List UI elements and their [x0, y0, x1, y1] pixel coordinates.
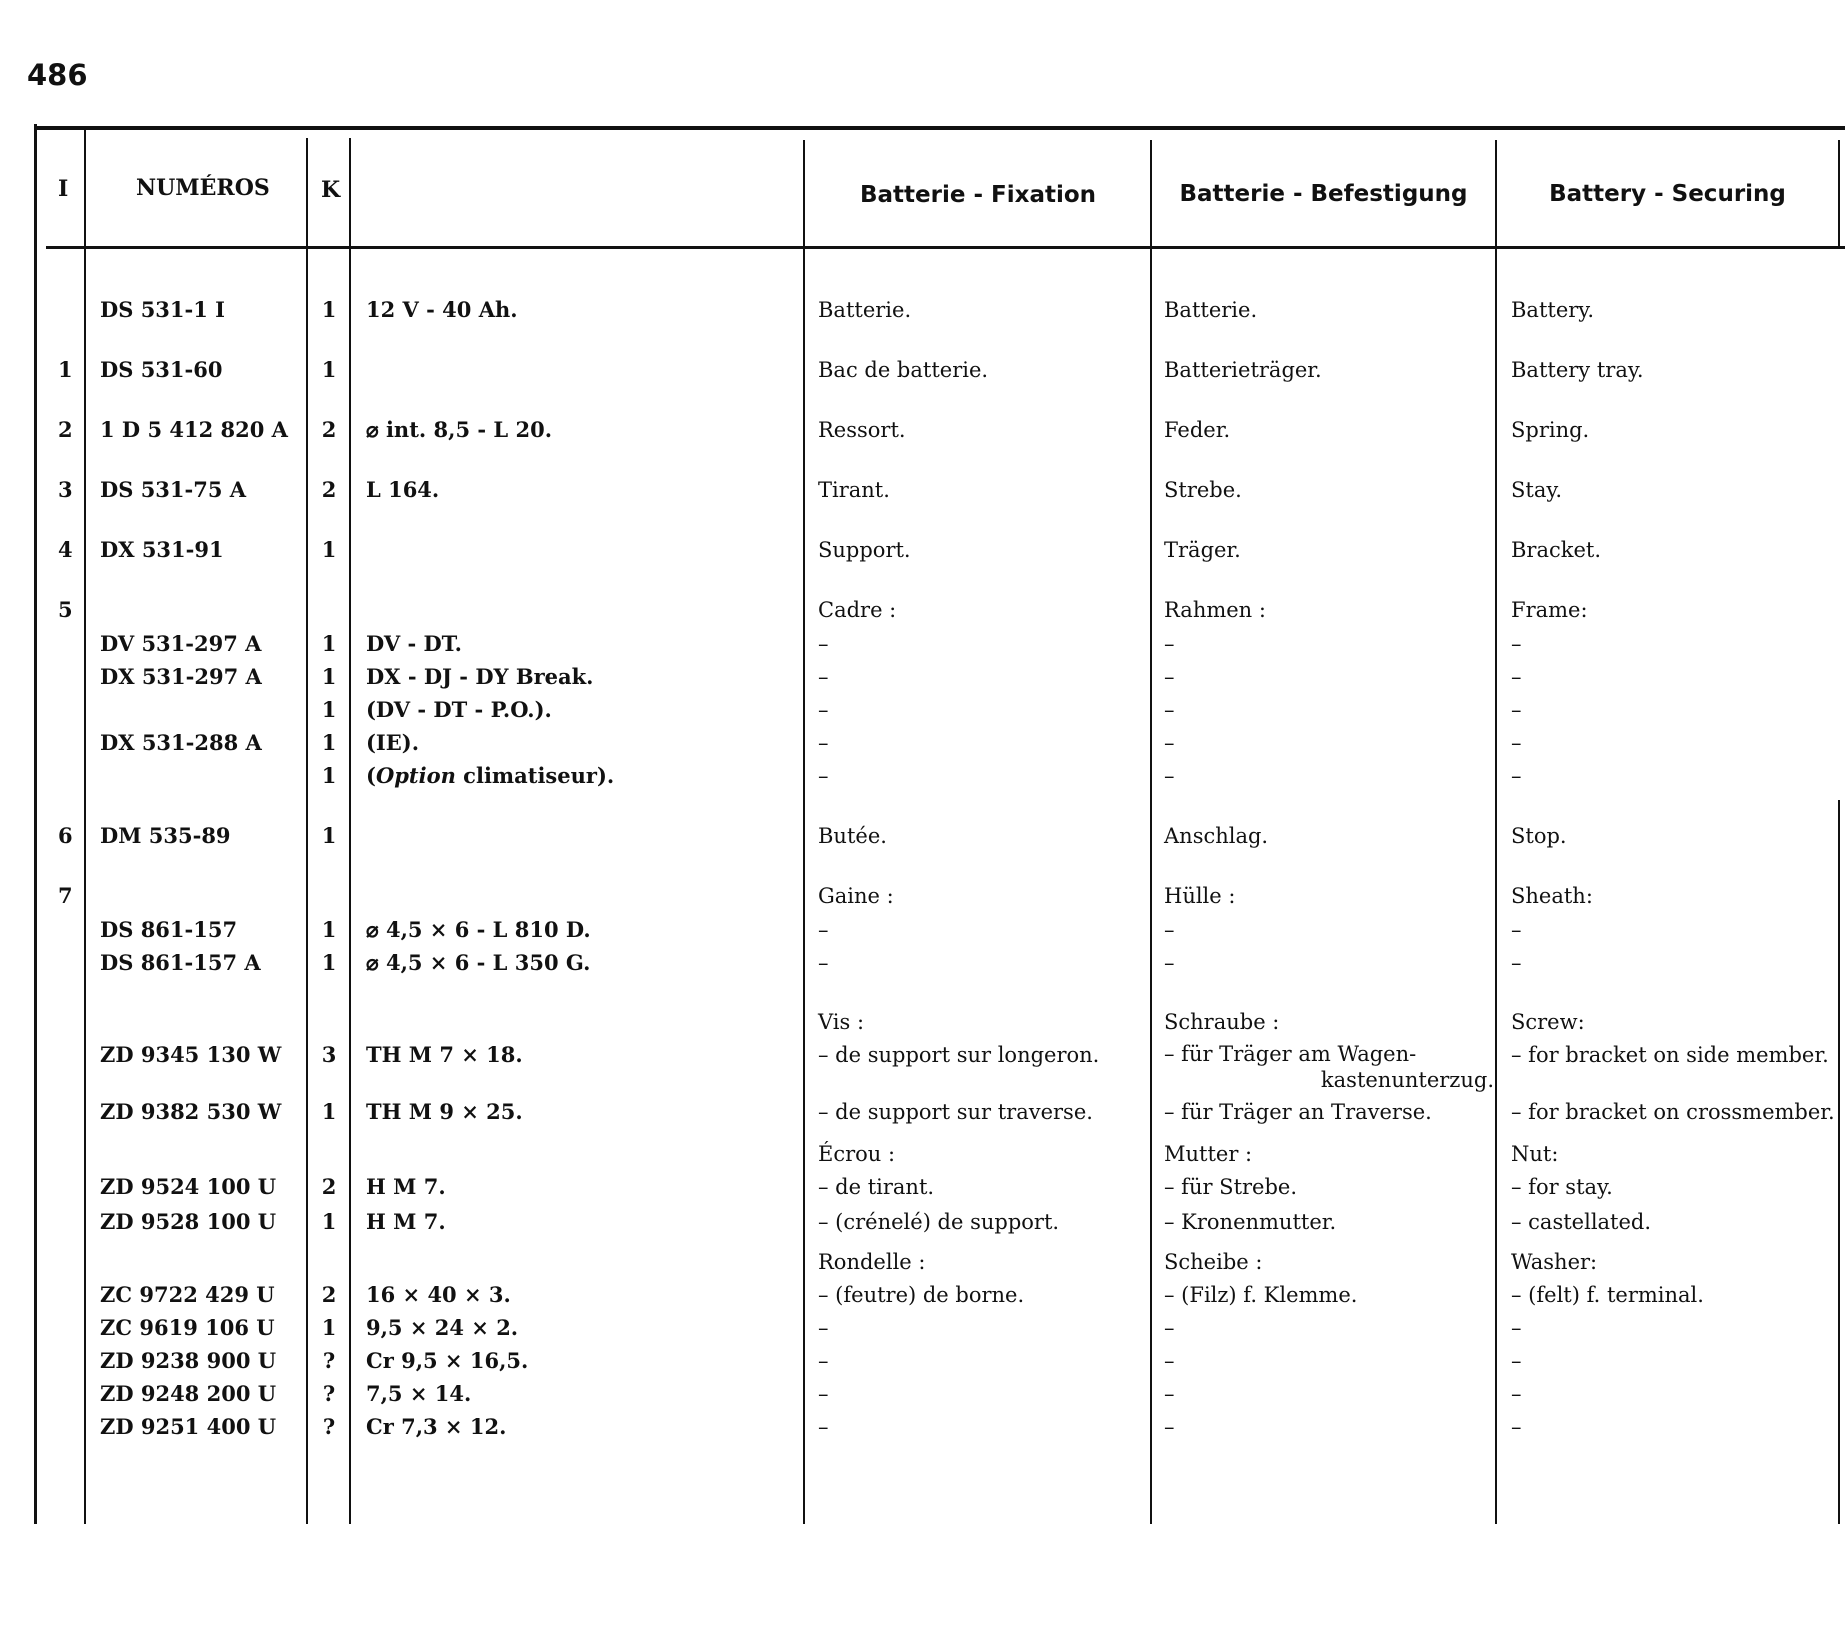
specification: H M 7.: [366, 1209, 446, 1234]
description-french: –: [818, 951, 829, 975]
part-number: DM 535-89: [100, 823, 231, 848]
part-number: DS 861-157 A: [100, 950, 261, 975]
description-english: –: [1511, 1316, 1522, 1340]
description-english: –: [1511, 632, 1522, 656]
description-english: Bracket.: [1511, 538, 1602, 562]
description-german: –: [1164, 764, 1175, 788]
description-german: Batterie.: [1164, 298, 1258, 322]
description-german: –: [1164, 698, 1175, 722]
table-row: [0, 916, 1845, 950]
quantity: 1: [321, 950, 337, 975]
header-numbers: NUMÉROS: [136, 175, 270, 201]
table-row: [0, 1314, 1845, 1348]
description-english: – for bracket on side member.: [1511, 1043, 1829, 1067]
description-french: –: [818, 918, 829, 942]
part-number: ZD 9524 100 U: [100, 1174, 277, 1199]
description-french: –: [818, 1382, 829, 1406]
description-english: Washer:: [1511, 1250, 1598, 1274]
table-row: [0, 296, 1845, 330]
description-french: –: [818, 1316, 829, 1340]
description-english: Stop.: [1511, 824, 1567, 848]
description-german: –: [1164, 632, 1175, 656]
part-number: DS 861-157: [100, 917, 238, 942]
table-row: [0, 882, 1845, 916]
quantity: 1: [321, 537, 337, 562]
row-index: 2: [58, 417, 73, 442]
part-number: DS 531-75 A: [100, 477, 247, 502]
description-english: –: [1511, 698, 1522, 722]
specification: TH M 7 × 18.: [366, 1042, 523, 1067]
specification: DX - DJ - DY Break.: [366, 664, 594, 689]
table-row: [0, 1347, 1845, 1381]
row-index: 1: [58, 357, 73, 382]
description-french: – de support sur longeron.: [818, 1043, 1100, 1067]
description-german: Hülle :: [1164, 884, 1236, 908]
row-index: 3: [58, 477, 73, 502]
specification: Cr 9,5 × 16,5.: [366, 1348, 529, 1373]
quantity: 1: [321, 763, 337, 788]
quantity: ?: [322, 1348, 336, 1373]
part-number: ZD 9251 400 U: [100, 1414, 277, 1439]
quantity: 2: [321, 1282, 337, 1307]
header-k: K: [321, 177, 341, 203]
row-index: 5: [58, 597, 73, 622]
specification: ⌀ 4,5 × 6 - L 350 G.: [366, 950, 591, 975]
specification: 12 V - 40 Ah.: [366, 297, 518, 322]
table-row: [0, 1248, 1845, 1282]
part-number: DV 531-297 A: [100, 631, 262, 656]
table-row: [0, 729, 1845, 763]
specification: (Option climatiseur).: [366, 763, 615, 788]
part-number: 1 D 5 412 820 A: [100, 417, 288, 442]
description-french: Gaine :: [818, 884, 894, 908]
description-german: –: [1164, 665, 1175, 689]
header-english: Battery - Securing: [1549, 181, 1786, 207]
description-french: –: [818, 764, 829, 788]
part-number: ZD 9345 130 W: [100, 1042, 282, 1067]
description-english: –: [1511, 665, 1522, 689]
description-french: Bac de batterie.: [818, 358, 989, 382]
description-german: –: [1164, 1382, 1175, 1406]
description-german: – (Filz) f. Klemme.: [1164, 1283, 1358, 1307]
description-french: –: [818, 665, 829, 689]
description-english: –: [1511, 764, 1522, 788]
description-german-line2: kastenunterzug.: [1320, 1068, 1494, 1092]
specification: TH M 9 × 25.: [366, 1099, 523, 1124]
header-french: Batterie - Fixation: [859, 182, 1097, 208]
table-row: [0, 1173, 1845, 1207]
table-row: [0, 1413, 1845, 1447]
quantity: ?: [322, 1414, 336, 1439]
description-english: –: [1511, 1349, 1522, 1373]
description-english: Spring.: [1511, 418, 1590, 442]
table-row: [0, 476, 1845, 510]
description-english: Battery tray.: [1511, 358, 1644, 382]
description-german: –: [1164, 1415, 1175, 1439]
description-french: Rondelle :: [818, 1250, 926, 1274]
quantity: 1: [321, 1099, 337, 1124]
description-english: Battery.: [1511, 298, 1595, 322]
table-row: [0, 1380, 1845, 1414]
description-french: Vis :: [818, 1010, 865, 1034]
description-english: –: [1511, 1382, 1522, 1406]
table-row: [0, 1041, 1845, 1092]
table-row: [0, 663, 1845, 697]
description-english: – for bracket on crossmember.: [1511, 1100, 1835, 1124]
specification: L 164.: [366, 477, 440, 502]
description-english: Nut:: [1511, 1142, 1559, 1166]
part-number: ZD 9238 900 U: [100, 1348, 277, 1373]
description-german: Träger.: [1164, 538, 1241, 562]
description-french: –: [818, 731, 829, 755]
quantity: 1: [321, 357, 337, 382]
description-german-line1: – für Träger am Wagen-: [1164, 1042, 1417, 1066]
description-french: –: [818, 698, 829, 722]
row-index: 4: [58, 537, 73, 562]
quantity: 1: [321, 730, 337, 755]
quantity: 2: [321, 1174, 337, 1199]
row-index: 7: [58, 883, 73, 908]
description-french: Batterie.: [818, 298, 912, 322]
part-number: ZC 9722 429 U: [100, 1282, 275, 1307]
table-row: [0, 596, 1845, 630]
description-french: – de support sur traverse.: [818, 1100, 1093, 1124]
header-index: I: [58, 176, 69, 202]
description-german: Anschlag.: [1164, 824, 1269, 848]
description-german: –: [1164, 918, 1175, 942]
description-french: Tirant.: [818, 478, 890, 502]
description-german: Mutter :: [1164, 1142, 1253, 1166]
table-row: [0, 416, 1845, 450]
specification: (DV - DT - P.O.).: [366, 697, 552, 722]
description-french: – (crénelé) de support.: [818, 1210, 1060, 1234]
quantity: 3: [321, 1042, 337, 1067]
quantity: 1: [321, 917, 337, 942]
quantity: 1: [321, 823, 337, 848]
table-row: [0, 696, 1845, 730]
specification: H M 7.: [366, 1174, 446, 1199]
part-number: DX 531-297 A: [100, 664, 262, 689]
table-row: [0, 1281, 1845, 1315]
description-english: Sheath:: [1511, 884, 1593, 908]
quantity: 1: [321, 1209, 337, 1234]
specification: DV - DT.: [366, 631, 462, 656]
description-german: Rahmen :: [1164, 598, 1266, 622]
table-row: [0, 762, 1845, 796]
description-english: –: [1511, 951, 1522, 975]
header-german: Batterie - Befestigung: [1179, 181, 1468, 207]
quantity: 1: [321, 1315, 337, 1340]
part-number: ZD 9528 100 U: [100, 1209, 277, 1234]
quantity: 1: [321, 631, 337, 656]
specification: ⌀ 4,5 × 6 - L 810 D.: [366, 917, 591, 942]
part-number: DS 531-1 I: [100, 297, 225, 322]
quantity: 1: [321, 697, 337, 722]
table-row: [0, 1008, 1845, 1042]
description-french: Ressort.: [818, 418, 906, 442]
table-row: [0, 536, 1845, 570]
description-french: –: [818, 632, 829, 656]
table-row: [0, 822, 1845, 856]
part-number: DX 531-288 A: [100, 730, 262, 755]
description-english: Frame:: [1511, 598, 1588, 622]
specification: ⌀ int. 8,5 - L 20.: [366, 417, 553, 442]
description-german: Batterieträger.: [1164, 358, 1322, 382]
description-german: –: [1164, 1316, 1175, 1340]
description-english: –: [1511, 731, 1522, 755]
description-french: –: [818, 1415, 829, 1439]
part-number: DS 531-60: [100, 357, 223, 382]
column-divider: [1838, 140, 1840, 248]
table-row: [0, 1208, 1845, 1242]
part-number: ZC 9619 106 U: [100, 1315, 275, 1340]
description-english: – (felt) f. terminal.: [1511, 1283, 1704, 1307]
quantity: ?: [322, 1381, 336, 1406]
description-german: –: [1164, 1349, 1175, 1373]
part-number: ZD 9248 200 U: [100, 1381, 277, 1406]
description-french: Support.: [818, 538, 911, 562]
description-english: – for stay.: [1511, 1175, 1613, 1199]
specification: 9,5 × 24 × 2.: [366, 1315, 519, 1340]
description-german: –: [1164, 731, 1175, 755]
table-row: [0, 356, 1845, 390]
table-top-rule: [36, 126, 1845, 130]
description-french: Cadre :: [818, 598, 897, 622]
description-french: – de tirant.: [818, 1175, 935, 1199]
description-german: – Kronenmutter.: [1164, 1210, 1337, 1234]
description-german: Strebe.: [1164, 478, 1242, 502]
table-row: [0, 1098, 1845, 1132]
description-german: – für Träger an Traverse.: [1164, 1100, 1432, 1124]
description-german: – für Strebe.: [1164, 1175, 1298, 1199]
specification: 16 × 40 × 3.: [366, 1282, 511, 1307]
description-french: Écrou :: [818, 1142, 896, 1166]
description-english: Stay.: [1511, 478, 1563, 502]
table-row: [0, 949, 1845, 983]
description-german: Feder.: [1164, 418, 1231, 442]
row-index: 6: [58, 823, 73, 848]
description-english: –: [1511, 918, 1522, 942]
quantity: 1: [321, 664, 337, 689]
description-german: [1164, 1041, 1494, 1093]
description-english: –: [1511, 1415, 1522, 1439]
quantity: 1: [321, 297, 337, 322]
description-german: –: [1164, 951, 1175, 975]
description-french: – (feutre) de borne.: [818, 1283, 1025, 1307]
specification: 7,5 × 14.: [366, 1381, 472, 1406]
header-bottom-rule: [46, 246, 1845, 249]
table-row: [0, 1140, 1845, 1174]
specification: Cr 7,3 × 12.: [366, 1414, 507, 1439]
page-number: 486: [27, 58, 88, 92]
description-german: Schraube :: [1164, 1010, 1280, 1034]
description-french: Butée.: [818, 824, 887, 848]
quantity: 2: [321, 477, 337, 502]
quantity: 2: [321, 417, 337, 442]
table-row: [0, 630, 1845, 664]
description-english: – castellated.: [1511, 1210, 1652, 1234]
specification: (IE).: [366, 730, 420, 755]
part-number: ZD 9382 530 W: [100, 1099, 282, 1124]
description-french: –: [818, 1349, 829, 1373]
part-number: DX 531-91: [100, 537, 224, 562]
description-german: Scheibe :: [1164, 1250, 1263, 1274]
description-english: Screw:: [1511, 1010, 1585, 1034]
